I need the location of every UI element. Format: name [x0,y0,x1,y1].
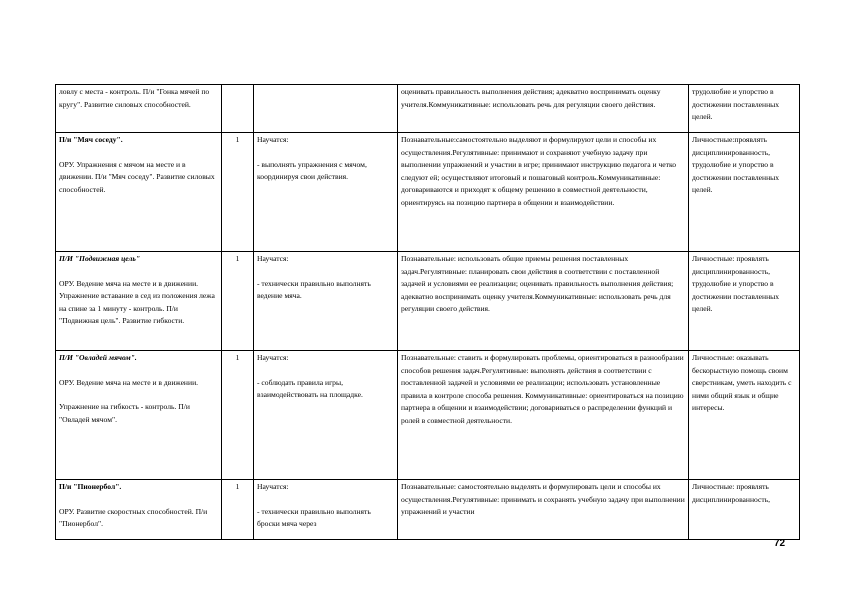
personal-cell: Личностные: проявлять дисциплинированность, [689,480,800,540]
activity-text: ОРУ. Упражнения с мячом на месте и в движении. П/и "Мяч соседу". Развитие силовых способностей. [59,159,215,194]
outcomes-text: - технически правильно выполнять броски мяча через [257,506,371,529]
personal-cell: трудолюбие и упорство в достижении поставленных целей. [689,85,800,133]
hours-cell [222,85,254,133]
activity-cell [56,351,222,480]
hours-cell: 1 [222,480,254,540]
activity-cell [56,85,222,133]
hours-cell: 1 [222,252,254,351]
activity-text: ОРУ. Развитие скоростных способностей. П/и "Пионербол". [59,506,208,529]
personal-cell: Личностные: проявлять дисциплинированность, трудолюбие и упорство в достижении поставленных целей. [689,252,800,351]
hours-cell: 1 [222,133,254,252]
outcomes-cell [254,351,398,480]
game-title: П/и "Пионербол". [59,482,122,491]
table-row [56,351,800,480]
uud-cell: оценивать правильность выполнения действия; адекватно воспринимать оценку учителя.Коммуникативные: использовать речь для регуляции своего действия. [398,85,689,133]
table-row [56,133,800,252]
outcomes-cell [254,85,398,133]
outcomes-title: Научатся: [257,353,289,362]
hours-cell: 1 [222,351,254,480]
activity-cell [56,480,222,540]
uud-cell: Познавательные: самостоятельно выделять и формулировать цели и способы их осуществления.Регулятивные: принимать и сохранять учебную задачу при выполнении упражнений и участии [398,480,689,540]
lesson-plan-table [55,84,800,540]
personal-cell: Личностные: оказывать бескорыстную помощь своим сверстникам, уметь находить с ними общий язык и общие интересы. [689,351,800,480]
table-row [56,85,800,133]
activity-text: ОРУ. Ведение мяча на месте и в движении. Упражнение вставание в сед из положения лежа на спине за 1 минуту - контроль. П/и "Подвижная цель". Развитие гибкости. [59,278,215,326]
activity-cell [56,252,222,351]
uud-cell: Познавательные:самостоятельно выделяют и формулируют цели и способы их осуществления.Регулятивные: принимают и сохраняют учебную задачу при выполнении упражнений и участии в игре; принимают инструкцию педагога и четко следуют ей; осуществляют итоговый и пошаговый контроль.Коммуникативные: договариваются и приходят к общему решению в совместной деятельности, ориентируясь на позицию партнера в общении и взаимодействии. [398,133,689,252]
page-number: 72 [774,538,786,549]
uud-cell: Познавательные: использовать общие приемы решения поставленных задач.Регулятивные: планировать свои действия в соответствии с поставленной задачей и условиями ее реализации; оценивать правильность выполнения действия; адекватно воспринимать оценку учителя.Коммуникативные: использовать речь для регуляции своего действия. [398,252,689,351]
table-row [56,252,800,351]
outcomes-title: Научатся: [257,135,289,144]
table-row [56,480,800,540]
outcomes-cell [254,252,398,351]
game-title: П/И "Овладей мячом". [59,353,137,362]
activity-cell [56,133,222,252]
outcomes-title: Научатся: [257,482,289,491]
activity-text: ОРУ. Ведение мяча на месте и в движении. [59,377,199,387]
outcomes-text: - технически правильно выполнять ведение мяча. [257,278,371,301]
outcomes-title: Научатся: [257,254,289,263]
outcomes-cell [254,480,398,540]
outcomes-text: - соблюдать правила игры, взаимодействовать на площадке. [257,377,363,400]
activity-text-2: Упражнение на гибкость - контроль. П/и "Овладей мячом". [59,402,190,424]
outcomes-text: - выполнять упражнения с мячом, координируя свои действия. [257,159,367,182]
activity-text: ловлу с места - контроль. П/и "Гонка мячей по кругу". Развитие силовых способностей. [59,87,210,109]
personal-cell: Личностные:проявлять дисциплинированность, трудолюбие и упорство в достижении поставленных целей. [689,133,800,252]
uud-cell: Познавательные: ставить и формулировать проблемы, ориентироваться в разнообразии способов решения задач.Регулятивные: выполнять действия в соответствии с поставленной задачей и условиями ее реализации; использовать установленные правила в контроле способа решения. Коммуникативные: ориентироваться на позицию партнера в общении и взаимодействии; договариваться о распределении функций и ролей в совместной деятельности. [398,351,689,480]
game-title: П/и "Мяч соседу". [59,135,123,144]
outcomes-cell [254,133,398,252]
game-title: П/И "Подвижная цель" [59,254,141,263]
